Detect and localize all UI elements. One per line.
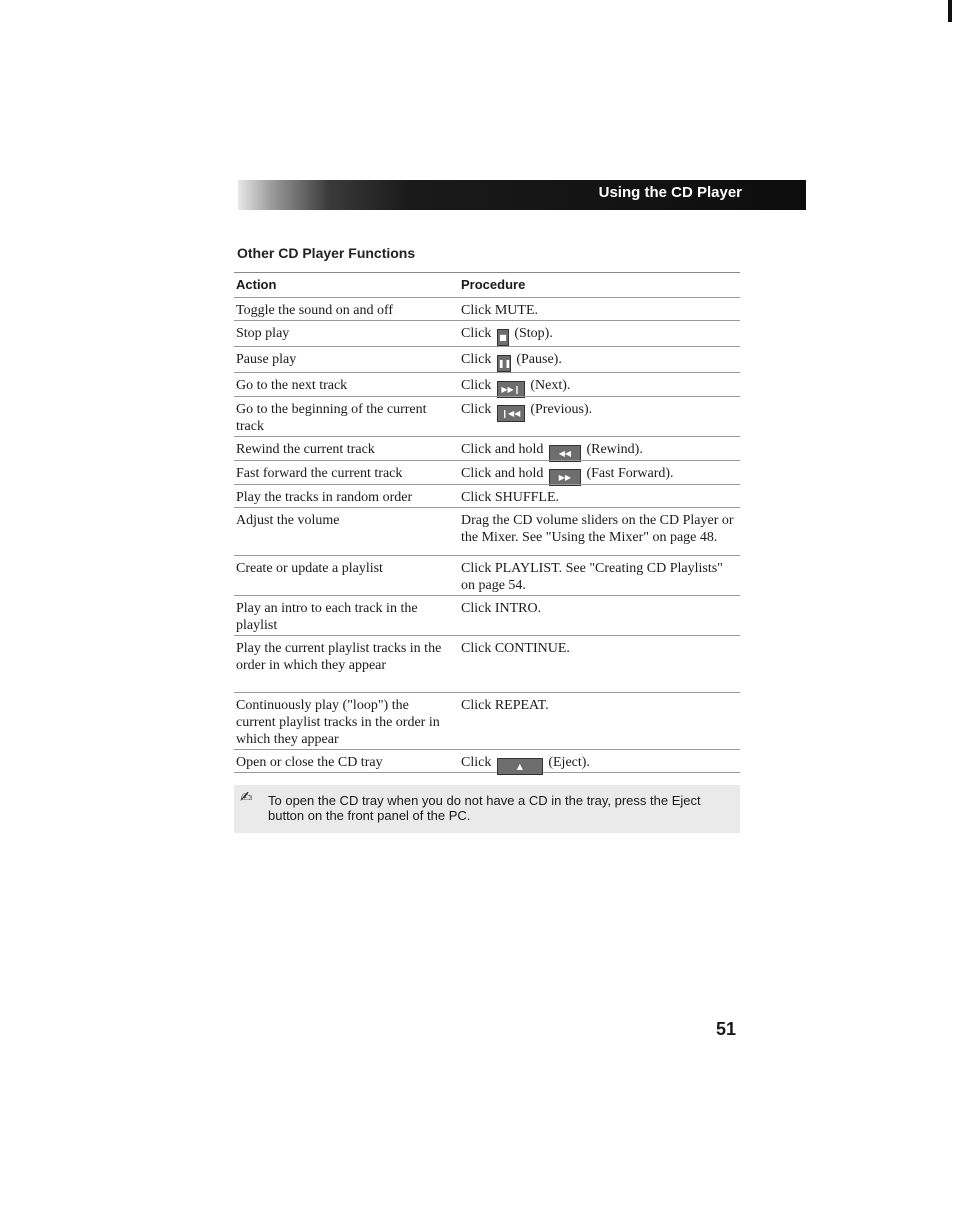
procedure-cell xyxy=(461,697,737,714)
eject-icon: ▲ xyxy=(497,758,543,775)
procedure-text: Click xyxy=(461,352,492,367)
procedure-cell xyxy=(461,401,737,422)
table-row xyxy=(234,297,740,320)
table-row xyxy=(234,595,740,635)
column-header-procedure: Procedure xyxy=(461,277,526,292)
table-row xyxy=(234,635,740,692)
procedure-cell xyxy=(461,325,737,346)
procedure-cell xyxy=(461,465,737,486)
procedure-suffix: (Pause). xyxy=(516,352,562,367)
fast-forward-icon: ▶▶ xyxy=(549,469,581,486)
table-header xyxy=(234,272,740,297)
table-row xyxy=(234,346,740,372)
stop-icon: ■ xyxy=(497,329,509,346)
procedure-cell xyxy=(461,600,737,617)
action-cell: Stop play xyxy=(236,326,290,341)
action-cell: Play an intro to each track in the playlist xyxy=(236,601,418,633)
procedure-cell xyxy=(461,560,737,594)
procedure-cell xyxy=(461,512,737,546)
procedure-cell xyxy=(461,302,737,319)
column-header-action: Action xyxy=(236,277,277,292)
procedure-cell xyxy=(461,441,737,462)
action-cell: Fast forward the current track xyxy=(236,466,403,481)
procedure-text: Click PLAYLIST. See "Creating CD Playlists" on page 54. xyxy=(461,561,723,593)
action-cell: Play the current playlist tracks in the order in which they appear xyxy=(236,641,442,673)
note-text: To open the CD tray when you do not have a CD in the tray, press the Eject button on the front panel of the PC. xyxy=(268,793,701,823)
action-cell: Rewind the current track xyxy=(236,442,375,457)
procedure-text: Click MUTE. xyxy=(461,303,538,318)
procedure-cell xyxy=(461,489,737,506)
table-row xyxy=(234,372,740,396)
procedure-text: Click xyxy=(461,402,492,417)
procedure-suffix: (Previous). xyxy=(530,402,593,417)
previous-track-icon: ❙◀◀ xyxy=(497,405,525,422)
action-cell: Open or close the CD tray xyxy=(236,755,383,770)
procedure-suffix: (Fast Forward). xyxy=(586,466,674,481)
table-row xyxy=(234,396,740,436)
procedure-cell xyxy=(461,377,737,398)
next-track-icon: ▶▶❙ xyxy=(497,381,525,398)
procedure-text: Click xyxy=(461,378,492,393)
table-row xyxy=(234,692,740,749)
functions-table xyxy=(234,272,740,773)
procedure-suffix: (Rewind). xyxy=(586,442,643,457)
procedure-text: Click xyxy=(461,755,492,770)
page-number: 51 xyxy=(716,1019,737,1039)
table-row xyxy=(234,555,740,595)
action-cell: Continuously play ("loop") the current playlist tracks in the order in which they appear xyxy=(236,698,440,747)
procedure-text: Click and hold xyxy=(461,466,544,481)
page-edge-mark xyxy=(948,0,952,22)
procedure-text: Drag the CD volume sliders on the CD Player or the Mixer. See "Using the Mixer" on page 48. xyxy=(461,513,734,545)
procedure-cell xyxy=(461,754,737,775)
procedure-cell xyxy=(461,351,737,372)
table-row xyxy=(234,460,740,484)
procedure-suffix: (Eject). xyxy=(548,755,590,770)
note-box xyxy=(234,785,740,833)
section-title: Other CD Player Functions xyxy=(237,245,416,261)
procedure-suffix: (Stop). xyxy=(514,326,553,341)
table-row xyxy=(234,507,740,555)
action-cell: Toggle the sound on and off xyxy=(236,303,394,318)
procedure-text: Click CONTINUE. xyxy=(461,641,570,656)
procedure-text: Click and hold xyxy=(461,442,544,457)
procedure-suffix: (Next). xyxy=(530,378,571,393)
procedure-text: Click SHUFFLE. xyxy=(461,490,560,505)
procedure-text: Click INTRO. xyxy=(461,601,542,616)
action-cell: Go to the next track xyxy=(236,378,348,393)
action-cell: Play the tracks in random order xyxy=(236,490,413,505)
table-row xyxy=(234,749,740,773)
table-row xyxy=(234,436,740,460)
procedure-cell xyxy=(461,640,737,657)
header-bar xyxy=(238,180,806,210)
header-title: Using the CD Player xyxy=(598,184,742,201)
pause-icon: ❚❚ xyxy=(497,355,511,372)
action-cell: Pause play xyxy=(236,352,297,367)
table-row xyxy=(234,484,740,507)
action-cell: Adjust the volume xyxy=(236,513,340,528)
rewind-icon: ◀◀ xyxy=(549,445,581,462)
pencil-note-icon: ✍ xyxy=(240,789,253,806)
action-cell: Go to the beginning of the current track xyxy=(236,402,427,434)
procedure-text: Click xyxy=(461,326,492,341)
procedure-text: Click REPEAT. xyxy=(461,698,549,713)
table-row xyxy=(234,320,740,346)
table-body xyxy=(234,297,740,773)
action-cell: Create or update a playlist xyxy=(236,561,383,576)
